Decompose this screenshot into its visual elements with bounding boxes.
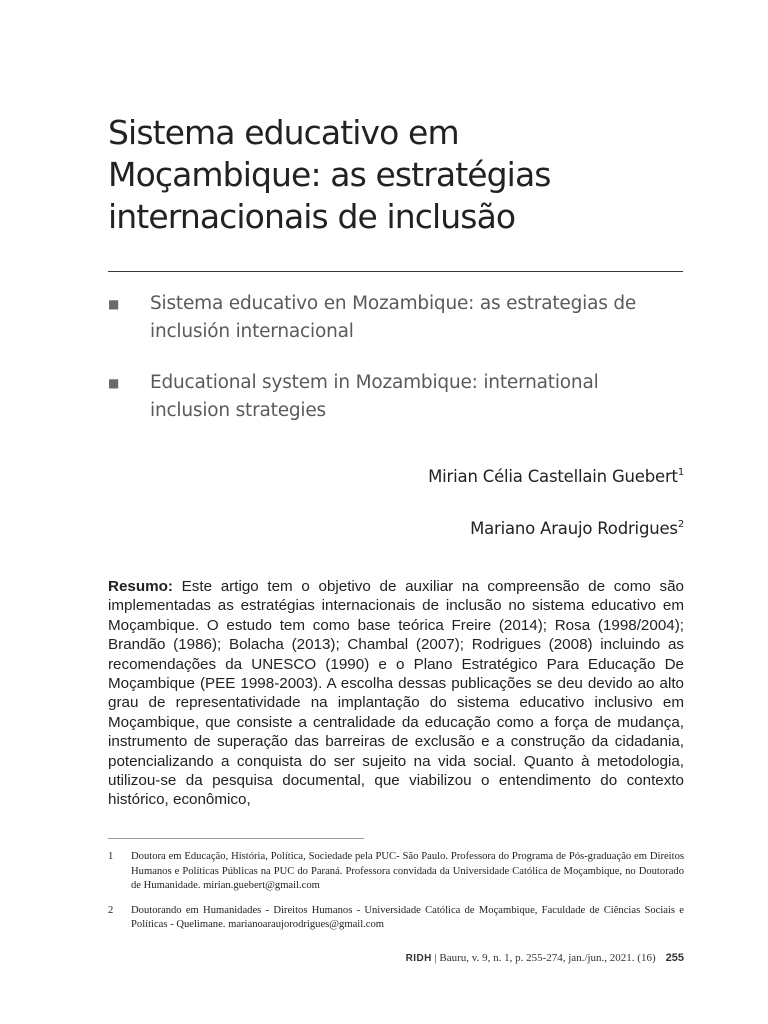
page-number: 255 [665,952,684,964]
footnote-number: 2 [108,904,114,916]
footnote-text: Doutorando em Humanidades - Direitos Humanos - Universidade Católica de Moçambique, Faculdade de Ciências Sociais e Políticas - Quelimane. marianoaraujorodrigues@gmail.com [131,904,684,931]
abstract [108,577,684,810]
footnote [108,904,684,933]
author-name: Mirian Célia Castellain Guebert$^1$ [428,467,684,486]
title-line: Sistema educativo em [108,113,459,152]
translated-title-line: inclusión internacional [150,321,354,342]
article-title [108,112,698,238]
footnote-marker[interactable]: 1 [677,467,684,478]
title-divider [108,271,683,272]
footer-separator: | [431,952,440,964]
title-line: Moçambique: as estratégias [108,155,551,194]
footnote-marker[interactable]: 2 [677,519,684,530]
author-list [428,462,684,540]
footnote-text: Doutora em Educação, História, Política, Sociedade pela PUC- São Paulo. Professora do Programa de Pós-graduação em Direitos Humanos e Políticas Públicas na PUC do Paraná. Professora convidada da Universidade Católica de Moçambique, no Doutorado de Humanidade. mirian.guebert@gmail.com [131,851,684,892]
footnotes [108,850,684,943]
abstract-text: Este artigo tem o objetivo de auxiliar na compreensão de como são implementadas as estratégias internacionais de inclusão no sistema educativo em Moçambique. O estudo tem como base teórica Freire (2014); Rosa (1998/2004); Brandão (1986); Bolacha (2013); Chambal (2007); Rodrigues (2008) incluindo as recomendações da UNESCO (1990) e o Plano Estratégico Para Educação De Moçambique (PEE 1998-2003). A escolha dessas publicações se deu devido ao alto grau de representatividade na implantação do sistema educativo inclusivo em Moçambique, que consiste a centralidade da educação como a força de mudança, instrumento de superação das barreiras de exclusão e a construção da cidadania, potencializando a conquista do ser sujeito na vida social. Quanto à metodologia, utilizou-se da pesquisa documental, que viabilizou o entendimento do contexto histórico, econômico, [108,578,684,809]
journal-abbreviation: RIDH [405,953,432,964]
running-footer [406,952,684,964]
footnote-divider [108,838,364,839]
translated-title-spanish [108,290,683,346]
square-bullet-icon: ■ [108,376,120,390]
author-name: Mariano Araujo Rodrigues$^2$ [470,519,684,538]
square-bullet-icon: ■ [108,297,120,311]
title-line: internacionais de inclusão [108,197,516,236]
translated-title-english [108,369,683,425]
translated-title-line: Educational system in Mozambique: international [150,372,599,393]
footnote [108,850,684,894]
footnote-number: 1 [108,851,114,862]
translated-titles [108,290,683,448]
abstract-label: Resumo: [108,578,173,595]
translated-title-line: inclusion strategies [150,400,326,421]
citation-info: Bauru, v. 9, n. 1, p. 255-274, jan./jun., 2021. (16) [439,952,656,964]
translated-title-line: Sistema educativo en Mozambique: as estrategias de [150,293,637,314]
